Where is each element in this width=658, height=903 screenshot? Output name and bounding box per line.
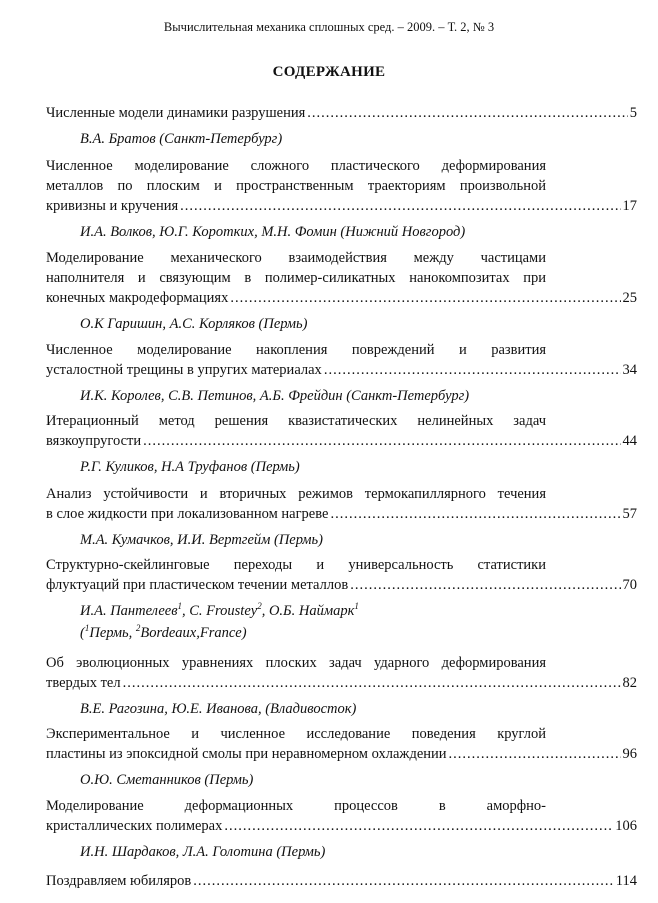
entry-title-line: кривизны и кручения	[46, 198, 179, 214]
dot-leader	[230, 288, 620, 308]
page-number: 114	[615, 873, 637, 889]
dot-leader	[324, 360, 621, 380]
toc-entry[interactable]	[46, 796, 637, 862]
page-number: 44	[622, 433, 637, 449]
page-title: СОДЕРЖАНИЕ	[272, 64, 386, 80]
dot-leader	[123, 673, 621, 693]
affiliation-mark: 2	[257, 601, 262, 612]
toc-entry[interactable]	[46, 411, 637, 477]
entry-title-line: Моделирование механического взаимодействия между частицами	[46, 250, 546, 266]
page-number: 25	[622, 290, 637, 306]
author-name: И.А. Пантелеев	[80, 603, 178, 619]
entry-title-line: Численное моделирование сложного пластического деформирования	[46, 158, 546, 174]
page-number: 82	[622, 675, 637, 691]
entry-title-line: Структурно-скейлинговые переходы и универсальность статистики	[46, 557, 546, 573]
entry-authors: М.А. Кумачков, И.И. Вертгейм (Пермь)	[80, 532, 323, 548]
entry-authors: И.А. Пантелеев$^1$, C. Froustey$^2$, О.Б. Наймарк$^1$	[80, 601, 359, 619]
entry-affiliations: ($^1$Пермь, $^2$Bordeaux,France)	[80, 623, 247, 641]
toc-entry[interactable]	[46, 871, 637, 891]
page-number: 106	[615, 818, 637, 834]
entry-title-line: Поздравляем юбиляров	[46, 873, 192, 889]
entry-title-line: Численное моделирование накопления повреждений и развития	[46, 342, 546, 358]
page-number: 5	[629, 105, 637, 121]
entry-authors: И.К. Королев, С.В. Петинов, А.Б. Фрейдин (Санкт-Петербург)	[80, 388, 470, 404]
page-number: 57	[622, 506, 637, 522]
page-number: 70	[622, 577, 637, 593]
entry-title-line: Экспериментальное и численное исследование поведения круглой	[46, 726, 546, 742]
affiliation-mark: 2	[135, 623, 141, 634]
toc-entry[interactable]	[46, 484, 637, 550]
entry-title-line: флуктуаций при пластическом течении металлов	[46, 577, 349, 593]
affiliation-mark: 1	[177, 601, 183, 612]
author-name: О.Б. Наймарк	[268, 603, 355, 619]
entry-authors: И.А. Волков, Ю.Г. Коротких, М.Н. Фомин (Нижний Новгород)	[80, 224, 466, 240]
dot-leader	[143, 431, 620, 451]
entry-authors: О.К Гаришин, А.С. Корляков (Пермь)	[80, 316, 308, 332]
dot-leader	[193, 871, 614, 891]
toc-entry[interactable]	[46, 248, 637, 334]
affiliation-mark: 1	[84, 623, 90, 634]
dot-leader	[330, 504, 620, 524]
affiliation-name: Bordeaux,France	[140, 625, 242, 641]
page-number: 34	[622, 362, 637, 378]
entry-title-line: конечных макродеформациях	[46, 290, 229, 306]
toc-entry[interactable]	[46, 340, 637, 406]
entry-title-line: Об эволюционных уравнениях плоских задач ударного деформирования	[46, 655, 546, 671]
entry-authors: В.А. Братов (Санкт-Петербург)	[80, 131, 283, 147]
entry-title-line: усталостной трещины в упругих материалах	[46, 362, 322, 378]
dot-leader	[224, 816, 613, 836]
entry-authors: О.Ю. Сметанников (Пермь)	[80, 772, 254, 788]
entry-title-line: пластины из эпоксидной смолы при неравномерном охлаждении	[46, 746, 447, 762]
dot-leader	[350, 575, 620, 595]
entry-authors: Р.Г. Куликов, Н.А Труфанов (Пермь)	[80, 459, 300, 475]
entry-title-line: кристаллических полимерах	[46, 818, 223, 834]
affiliation-mark: 1	[354, 601, 359, 612]
entry-title-line: твердых тел	[46, 675, 121, 691]
entry-title-line: Численные модели динамики разрушения	[46, 105, 306, 121]
page-number: 17	[622, 198, 637, 214]
toc-entry[interactable]	[46, 156, 637, 242]
entry-title-line: Моделирование деформационных процессов в аморфно-	[46, 798, 546, 814]
entry-title-line: Итерационный метод решения квазистатических нелинейных задач	[46, 413, 546, 429]
affiliation-name: Пермь	[89, 625, 129, 641]
author-name: C. Froustey	[189, 603, 258, 619]
entry-title-line: вязкоупругости	[46, 433, 142, 449]
entry-authors: В.Е. Рагозина, Ю.Е. Иванова, (Владивосток)	[80, 701, 357, 717]
toc-entry[interactable]	[46, 653, 637, 719]
dot-leader	[180, 196, 620, 216]
journal-header	[0, 20, 658, 35]
journal-header-text: Вычислительная механика сплошных сред. – 2009. – Т. 2, № 3	[163, 20, 495, 34]
entry-authors: И.Н. Шардаков, Л.А. Голотина (Пермь)	[80, 844, 326, 860]
toc-entry[interactable]	[46, 555, 637, 643]
page-number: 96	[622, 746, 637, 762]
entry-title-line: в слое жидкости при локализованном нагреве	[46, 506, 329, 522]
dot-leader	[307, 103, 627, 123]
dot-leader	[449, 744, 621, 764]
toc-entry[interactable]	[46, 724, 637, 790]
entry-title-line: наполнителя и связующим в полимер-силикатных нанокомпозитах при	[46, 270, 546, 286]
entry-title-line: Анализ устойчивости и вторичных режимов термокапиллярного течения	[46, 486, 546, 502]
entry-title-line: металлов по плоским и пространственным траекториям произвольной	[46, 178, 546, 194]
toc-entry[interactable]	[46, 103, 637, 149]
